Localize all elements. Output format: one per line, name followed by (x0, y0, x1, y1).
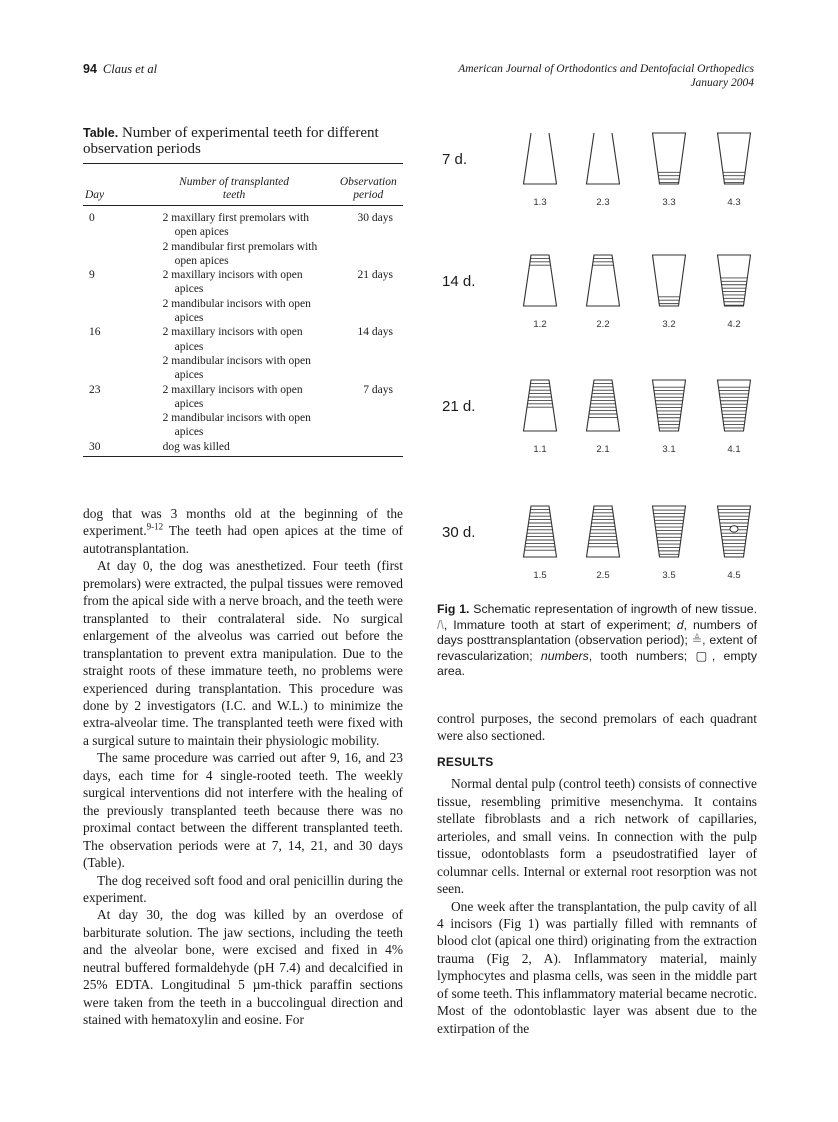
paragraph: control purposes, the second premolars of each quadrant were also sectioned. (437, 711, 757, 744)
cell-period: 14 days (357, 326, 393, 339)
teeth-item: 2 mandibular first premolars with open apices (162, 240, 318, 267)
tooth-2.5 (587, 506, 620, 557)
tooth-outline (524, 255, 557, 306)
cell-teeth (135, 440, 334, 454)
text: numbers (540, 648, 589, 663)
text: , extent of revascularization; (437, 633, 757, 663)
tooth-outline (587, 506, 620, 557)
tooth-number: 1.2 (533, 319, 547, 330)
tooth-outline (524, 380, 557, 431)
paragraph: Normal dental pulp (control teeth) consists of connective tissue, resembling primitive mesenchyma. It contains stellate fibroblasts and a rich network of capillaries, arterioles, and small veins. In connection with the pulp tissue, odontoblasts form a pseudostratified layer of columnar cells. Internal or external root resorption was not seen. (437, 776, 757, 897)
tooth-number: 1.5 (533, 570, 547, 581)
tooth-1.1 (524, 380, 557, 431)
journal-name: American Journal of Orthodontics and Dentofacial Orthopedics (458, 63, 754, 75)
teeth-item: 2 maxillary incisors with open apices (162, 269, 303, 296)
tooth-1.5 (524, 506, 557, 557)
table-row (83, 325, 403, 382)
text: , numbers of days posttransplantation (observation period); (437, 617, 757, 647)
cell-teeth (135, 383, 334, 440)
tooth-outline (587, 380, 620, 431)
tooth-number: 4.2 (727, 319, 741, 330)
cell-teeth (135, 211, 334, 268)
empty-area-spot (730, 526, 738, 532)
tooth-outline (718, 380, 751, 431)
cell-day: 16 (89, 326, 101, 339)
tooth-outline (587, 255, 620, 306)
tooth-3.2 (653, 255, 686, 306)
tooth-number: 2.1 (596, 444, 610, 455)
col-header-teeth: Number of transplanted teeth (179, 176, 290, 201)
paragraph: The same procedure was carried out after 9, 16, and 23 days, each time for 4 single-rooted teeth. The weekly surgical interventions did not interfere with the healing of the previously transplanted teeth because there was no proximal contact between the different transplanted teeth. The observation periods were at 7, 14, 21, and 30 days (Table). (83, 750, 403, 871)
figure-1 (430, 125, 760, 595)
teeth-item: 2 mandibular incisors with open apices (162, 354, 311, 382)
tooth-outline (653, 380, 686, 431)
tooth-number: 2.3 (596, 197, 610, 208)
caption-label: Fig 1. (437, 602, 470, 616)
tooth-number: 4.3 (727, 197, 741, 208)
teeth-item: dog was killed (162, 440, 230, 453)
table-label: Table. (83, 126, 119, 140)
text: Schematic representation of ingrowth of new tissue. (469, 602, 757, 616)
paragraph: At day 0, the dog was anesthetized. Four teeth (first premolars) were extracted, the pulpal tissues were removed from the apical side with a nerve broach, and the teeth were transplanted to their contralateral side. No surgical enlargement of the alveolus was carried out before the transplantation to prevent extra manipulation. Due to the straight roots of these immature teeth, no problems were experienced during transplantation. This procedure was done by 2 investigators (I.C. and W.L.) to minimize the extra-alveolar time. The transplanted teeth were fixed with a surgical suture to maintain their physiologic mobility. (83, 558, 403, 748)
row-label: 7 d. (442, 151, 468, 168)
tooth-outline (524, 133, 557, 184)
tooth-number: 2.2 (596, 319, 610, 330)
cell-period (333, 440, 403, 454)
cell-teeth (135, 325, 334, 382)
tooth-4.3 (718, 133, 751, 184)
teeth-item: 2 mandibular incisors with open apices (162, 412, 311, 439)
table-row (83, 268, 403, 325)
col-header-day: Day (85, 189, 105, 201)
table-row (83, 440, 403, 454)
tooth-number: 3.1 (662, 444, 676, 455)
teeth-item: 2 mandibular incisors with open apices (162, 297, 311, 325)
empty-area-icon: ▢ (695, 648, 712, 663)
cell-period: 21 days (357, 269, 393, 282)
tooth-number: 3.3 (662, 197, 676, 208)
tooth-1.3 (524, 133, 557, 184)
issue-date: January 2004 (690, 77, 754, 89)
cell-teeth (135, 268, 334, 325)
tooth-number: 4.5 (727, 570, 741, 581)
tooth-number: 2.5 (596, 570, 610, 581)
data-table (83, 163, 403, 457)
tooth-number: 3.2 (662, 319, 676, 330)
tooth-outline (653, 133, 686, 184)
page-number: 94 (83, 62, 97, 76)
tooth-number: 1.1 (533, 444, 547, 455)
cell-day: 0 (89, 212, 95, 224)
tooth-number: 1.3 (533, 197, 547, 208)
teeth-item: 2 maxillary incisors with open apices (162, 326, 303, 353)
cell-day: 30 (89, 440, 101, 453)
text: , empty area. (437, 648, 757, 678)
text: d (676, 617, 684, 632)
table-title (83, 125, 403, 157)
page-header-left (83, 62, 157, 77)
tooth-outline (587, 133, 620, 184)
tooth-3.3 (653, 133, 686, 184)
text: dog that was 3 months old at the beginning of the experiment. (83, 506, 403, 539)
tooth-2.2 (587, 255, 620, 306)
running-authors: Claus et al (102, 62, 158, 76)
cell-period: 30 days (357, 212, 393, 224)
tooth-1.2 (524, 255, 557, 306)
cell-day: 23 (89, 383, 101, 396)
row-label: 14 d. (442, 273, 476, 290)
tooth-3.1 (653, 380, 686, 431)
table-caption: Number of experimental teeth for different observation periods (83, 125, 379, 157)
tooth-2.3 (587, 133, 620, 184)
right-column-text (437, 710, 757, 1037)
revascularization-icon: ≜ (691, 633, 703, 647)
paragraph (83, 505, 403, 557)
table-body (83, 206, 403, 456)
tooth-outline (718, 133, 751, 184)
cell-day: 9 (89, 269, 95, 282)
cell-period: 7 days (363, 383, 393, 396)
tooth-2.1 (587, 380, 620, 431)
citation: 9-12 (146, 521, 164, 532)
immature-tooth-icon: /\ (437, 617, 444, 632)
table-row (83, 211, 403, 268)
paragraph: One week after the transplantation, the pulp cavity of all 4 incisors (Fig 1) was partially filled with remnants of blood clot (apical one third) originating from the extraction trauma (Fig 2, A). Inflammatory material, mainly lymphocytes and plasma cells, was seen in the middle part of some teeth. This inflammatory material became necrotic. Most of the odontoblastic layer was absent due to the extirpation of the (437, 898, 757, 1036)
tooth-outline (653, 255, 686, 306)
table-header (83, 164, 403, 205)
text: The teeth had open apices at the time of autotransplantation. (83, 523, 403, 556)
teeth-item: 2 maxillary incisors with open apices (162, 383, 303, 410)
paragraph: The dog received soft food and oral penicillin during the experiment. (83, 872, 403, 905)
tooth-4.2 (718, 255, 751, 306)
tooth-number: 3.5 (662, 570, 676, 581)
paragraph: At day 30, the dog was killed by an overdose of barbiturate solution. The jaw sections, including the teeth and the alveolar bone, were excised and fixed in 4% neutral buffered formaldehyde (pH 7.4) and decalcified in 25% EDTA. Longitudinal 5 µm-thick paraffin sections were taken from the teeth in a buccolingual direction and stained with hematoxylin and eosine. For (83, 907, 403, 1028)
tooth-outline (524, 506, 557, 557)
figure-caption (437, 602, 757, 680)
tooth-4.5 (718, 506, 751, 557)
text: , tooth numbers; (588, 648, 696, 663)
teeth-item: 2 maxillary first premolars with open apices (162, 212, 309, 239)
tooth-number: 4.1 (727, 444, 741, 455)
tooth-3.5 (653, 506, 686, 557)
section-heading: RESULTS (437, 754, 494, 769)
row-label: 21 d. (442, 398, 476, 415)
col-header-period: Observation period (339, 176, 397, 201)
tooth-4.1 (718, 380, 751, 431)
text: , Immature tooth at start of experiment; (443, 617, 677, 632)
page-header-right (458, 62, 754, 90)
tooth-diagram (430, 125, 760, 595)
table-row (83, 383, 403, 440)
left-column-text (83, 505, 403, 1029)
row-label: 30 d. (442, 524, 476, 541)
